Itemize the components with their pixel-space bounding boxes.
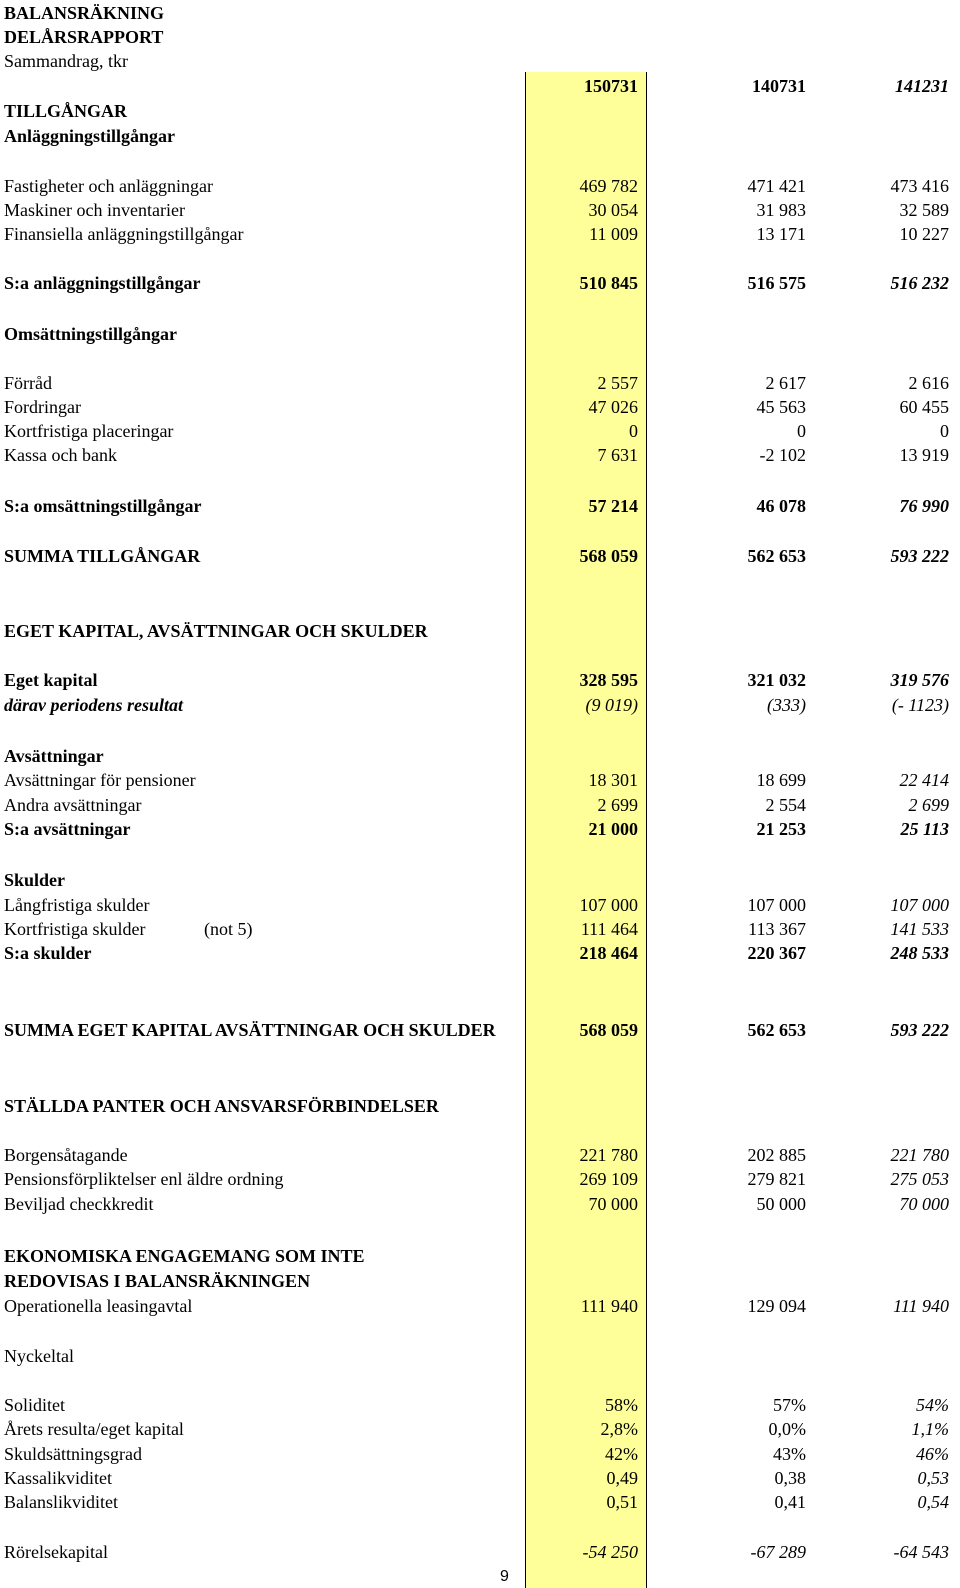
table-row — [0, 199, 960, 221]
table-row — [0, 175, 960, 197]
table-row — [0, 1443, 960, 1465]
value-col2: 18 699 — [756, 770, 806, 790]
value-col1: 42% — [605, 1444, 638, 1464]
row-label: SUMMA EGET KAPITAL AVSÄTTNINGAR OCH SKULDER — [4, 1020, 496, 1040]
row-label: Förråd — [4, 373, 52, 393]
row-label: Årets resulta/eget kapital — [4, 1419, 184, 1439]
value-col2: 321 032 — [747, 670, 806, 690]
value-col3: 275 053 — [890, 1169, 949, 1189]
col1-header: 150731 — [584, 76, 638, 96]
value-col1: 2,8% — [600, 1419, 638, 1439]
value-col2: -2 102 — [759, 445, 806, 465]
subtotal-row — [0, 942, 960, 964]
row-label: Soliditet — [4, 1395, 66, 1415]
col3-header: 141231 — [895, 76, 949, 96]
value-col2: 0,41 — [774, 1492, 806, 1512]
value-col2: 2 617 — [765, 373, 806, 393]
offbalance-heading-row — [0, 1245, 960, 1267]
value-col3: 111 940 — [893, 1296, 949, 1316]
unit-label: Sammandrag, tkr — [4, 51, 128, 71]
value-col3: 2 616 — [908, 373, 949, 393]
row-label: SUMMA TILLGÅNGAR — [4, 546, 201, 566]
value-col3: 0 — [940, 421, 949, 441]
value-col3: 22 414 — [899, 770, 949, 790]
value-col2: 516 575 — [747, 273, 806, 293]
row-label: Kortfristiga placeringar — [4, 421, 174, 441]
value-col3: 0,54 — [917, 1492, 949, 1512]
subtotal-row — [0, 495, 960, 517]
fixed-heading-row — [0, 125, 960, 147]
note-reference: (not 5) — [204, 919, 253, 939]
value-col3: 593 222 — [890, 546, 949, 566]
current-heading-row — [0, 323, 960, 345]
table-row — [0, 372, 960, 394]
pledges-heading: STÄLLDA PANTER OCH ANSVARSFÖRBINDELSER — [4, 1096, 439, 1116]
value-col3: 54% — [916, 1395, 949, 1415]
value-col1: 58% — [605, 1395, 638, 1415]
row-label: Kassa och bank — [4, 445, 117, 465]
row-label: Andra avsättningar — [4, 795, 142, 815]
row-label: Skuldsättningsgrad — [4, 1444, 142, 1464]
value-col1: 47 026 — [588, 397, 638, 417]
table-row — [0, 1394, 960, 1416]
provisions-heading: Avsättningar — [4, 746, 104, 766]
table-row — [0, 1144, 960, 1166]
row-label: Operationella leasingavtal — [4, 1296, 193, 1316]
table-row — [0, 1418, 960, 1440]
value-col3: 141 533 — [890, 919, 949, 939]
debts-heading: Skulder — [4, 870, 66, 890]
total-row — [0, 545, 960, 567]
value-col1: 57 214 — [588, 496, 638, 516]
total-row — [0, 1019, 960, 1041]
value-col1: 2 699 — [597, 795, 638, 815]
value-col2: 129 094 — [747, 1296, 806, 1316]
value-col2: 107 000 — [747, 895, 806, 915]
table-row — [0, 396, 960, 418]
value-col3: 221 780 — [890, 1145, 949, 1165]
title-row — [0, 2, 960, 24]
row-label: S:a omsättningstillgångar — [4, 496, 202, 516]
row-label: Pensionsförpliktelser enl äldre ordning — [4, 1169, 284, 1189]
value-col3: 13 919 — [899, 445, 949, 465]
value-col3: 46% — [916, 1444, 949, 1464]
table-row — [0, 1168, 960, 1190]
fixed-assets-heading: Anläggningstillgångar — [4, 126, 176, 146]
value-col1: 21 000 — [588, 819, 638, 839]
equity-heading-row — [0, 620, 960, 642]
row-label: Fastigheter och anläggningar — [4, 176, 213, 196]
value-col1: 0 — [629, 421, 638, 441]
row-label: Balanslikviditet — [4, 1492, 118, 1512]
value-col3: -64 543 — [893, 1542, 949, 1562]
value-col3: 248 533 — [890, 943, 949, 963]
row-label: Långfristiga skulder — [4, 895, 150, 915]
column-header-row — [0, 75, 960, 97]
value-col3: (- 1123) — [891, 695, 949, 715]
value-col2: 0,0% — [768, 1419, 806, 1439]
row-label: Kassalikviditet — [4, 1468, 112, 1488]
value-col1: 0,49 — [606, 1468, 638, 1488]
col2-header: 140731 — [752, 76, 806, 96]
value-col1: 107 000 — [579, 895, 638, 915]
value-col3: 0,53 — [917, 1468, 949, 1488]
value-col1: 510 845 — [579, 273, 638, 293]
value-col1: 568 059 — [579, 1020, 638, 1040]
row-label: Borgensåtagande — [4, 1145, 128, 1165]
table-row — [0, 1467, 960, 1489]
subtitle-row — [0, 26, 960, 48]
report-title: DELÅRSRAPPORT — [4, 27, 164, 47]
page-title: BALANSRÄKNING — [4, 3, 165, 23]
table-row — [0, 1295, 960, 1317]
value-col2: (333) — [767, 695, 806, 715]
row-label: Avsättningar för pensioner — [4, 770, 196, 790]
value-col3: 319 576 — [890, 670, 949, 690]
pledges-heading-row — [0, 1095, 960, 1117]
value-col1: 469 782 — [579, 176, 638, 196]
value-col2: 57% — [773, 1395, 806, 1415]
row-label: Rörelsekapital — [4, 1542, 108, 1562]
assets-heading-row — [0, 100, 960, 122]
value-col2: 471 421 — [747, 176, 806, 196]
table-row — [0, 1491, 960, 1513]
value-col1: 70 000 — [588, 1194, 638, 1214]
table-row — [0, 444, 960, 466]
value-col1: 111 940 — [580, 1296, 638, 1316]
value-col3: 25 113 — [900, 819, 949, 839]
value-col1: 568 059 — [579, 546, 638, 566]
value-col2: 562 653 — [747, 1020, 806, 1040]
value-col2: 43% — [773, 1444, 806, 1464]
page-number: 9 — [500, 1568, 509, 1585]
value-col2: 13 171 — [756, 224, 806, 244]
value-col1: 328 595 — [579, 670, 638, 690]
value-col1: 11 009 — [589, 224, 638, 244]
value-col3: 32 589 — [899, 200, 949, 220]
value-col2: 2 554 — [765, 795, 806, 815]
value-col3: 10 227 — [899, 224, 949, 244]
offbalance-heading-row — [0, 1270, 960, 1292]
table-row — [0, 1193, 960, 1215]
value-col3: 70 000 — [899, 1194, 949, 1214]
table-row — [0, 420, 960, 442]
value-col3: 107 000 — [890, 895, 949, 915]
row-label: Fordringar — [4, 397, 81, 417]
subtotal-row — [0, 272, 960, 294]
row-label: därav periodens resultat — [4, 695, 184, 715]
value-col3: 473 416 — [890, 176, 949, 196]
table-row — [0, 1541, 960, 1563]
ratios-heading-row — [0, 1345, 960, 1367]
table-row — [0, 769, 960, 791]
ratios-heading: Nyckeltal — [4, 1346, 74, 1366]
value-col2: 0,38 — [774, 1468, 806, 1488]
value-col1: 18 301 — [588, 770, 638, 790]
value-col3: 60 455 — [899, 397, 949, 417]
table-row — [0, 918, 960, 940]
value-col1: 7 631 — [597, 445, 638, 465]
table-row — [0, 694, 960, 716]
value-col2: 220 367 — [747, 943, 806, 963]
value-col2: 113 367 — [748, 919, 806, 939]
value-col3: 1,1% — [911, 1419, 949, 1439]
table-row — [0, 223, 960, 245]
value-col2: 46 078 — [756, 496, 806, 516]
row-label: Eget kapital — [4, 670, 98, 690]
row-label: Beviljad checkkredit — [4, 1194, 154, 1214]
value-col1: 0,51 — [606, 1492, 638, 1512]
unit-row — [0, 50, 960, 72]
value-col3: 516 232 — [890, 273, 949, 293]
value-col3: 2 699 — [908, 795, 949, 815]
value-col2: 279 821 — [747, 1169, 806, 1189]
value-col2: 45 563 — [756, 397, 806, 417]
value-col3: 593 222 — [890, 1020, 949, 1040]
table-row — [0, 669, 960, 691]
row-label: Maskiner och inventarier — [4, 200, 185, 220]
value-col1: 218 464 — [579, 943, 638, 963]
row-label: Finansiella anläggningstillgångar — [4, 224, 244, 244]
current-assets-heading: Omsättningstillgångar — [4, 324, 178, 344]
row-label: Kortfristiga skulder — [4, 919, 146, 939]
value-col1: (9 019) — [585, 695, 638, 715]
value-col2: 21 253 — [756, 819, 806, 839]
value-col1: 221 780 — [579, 1145, 638, 1165]
value-col2: 50 000 — [756, 1194, 806, 1214]
row-label: S:a anläggningstillgångar — [4, 273, 201, 293]
value-col3: 76 990 — [899, 496, 949, 516]
value-col1: -54 250 — [582, 1542, 638, 1562]
provisions-heading-row — [0, 745, 960, 767]
table-row — [0, 794, 960, 816]
assets-heading: TILLGÅNGAR — [4, 101, 128, 121]
value-col2: 0 — [797, 421, 806, 441]
value-col2: -67 289 — [750, 1542, 806, 1562]
row-label: S:a skulder — [4, 943, 92, 963]
offbalance-heading: EKONOMISKA ENGAGEMANG SOM INTE — [4, 1246, 365, 1266]
debts-heading-row — [0, 869, 960, 891]
equity-heading: EGET KAPITAL, AVSÄTTNINGAR OCH SKULDER — [4, 621, 428, 641]
subtotal-row — [0, 818, 960, 840]
table-row — [0, 894, 960, 916]
value-col2: 202 885 — [747, 1145, 806, 1165]
value-col1: 269 109 — [579, 1169, 638, 1189]
offbalance-heading: REDOVISAS I BALANSRÄKNINGEN — [4, 1271, 311, 1291]
row-label: S:a avsättningar — [4, 819, 131, 839]
value-col2: 562 653 — [747, 546, 806, 566]
value-col1: 2 557 — [597, 373, 638, 393]
value-col2: 31 983 — [756, 200, 806, 220]
value-col1: 30 054 — [588, 200, 638, 220]
value-col1: 111 464 — [580, 919, 638, 939]
